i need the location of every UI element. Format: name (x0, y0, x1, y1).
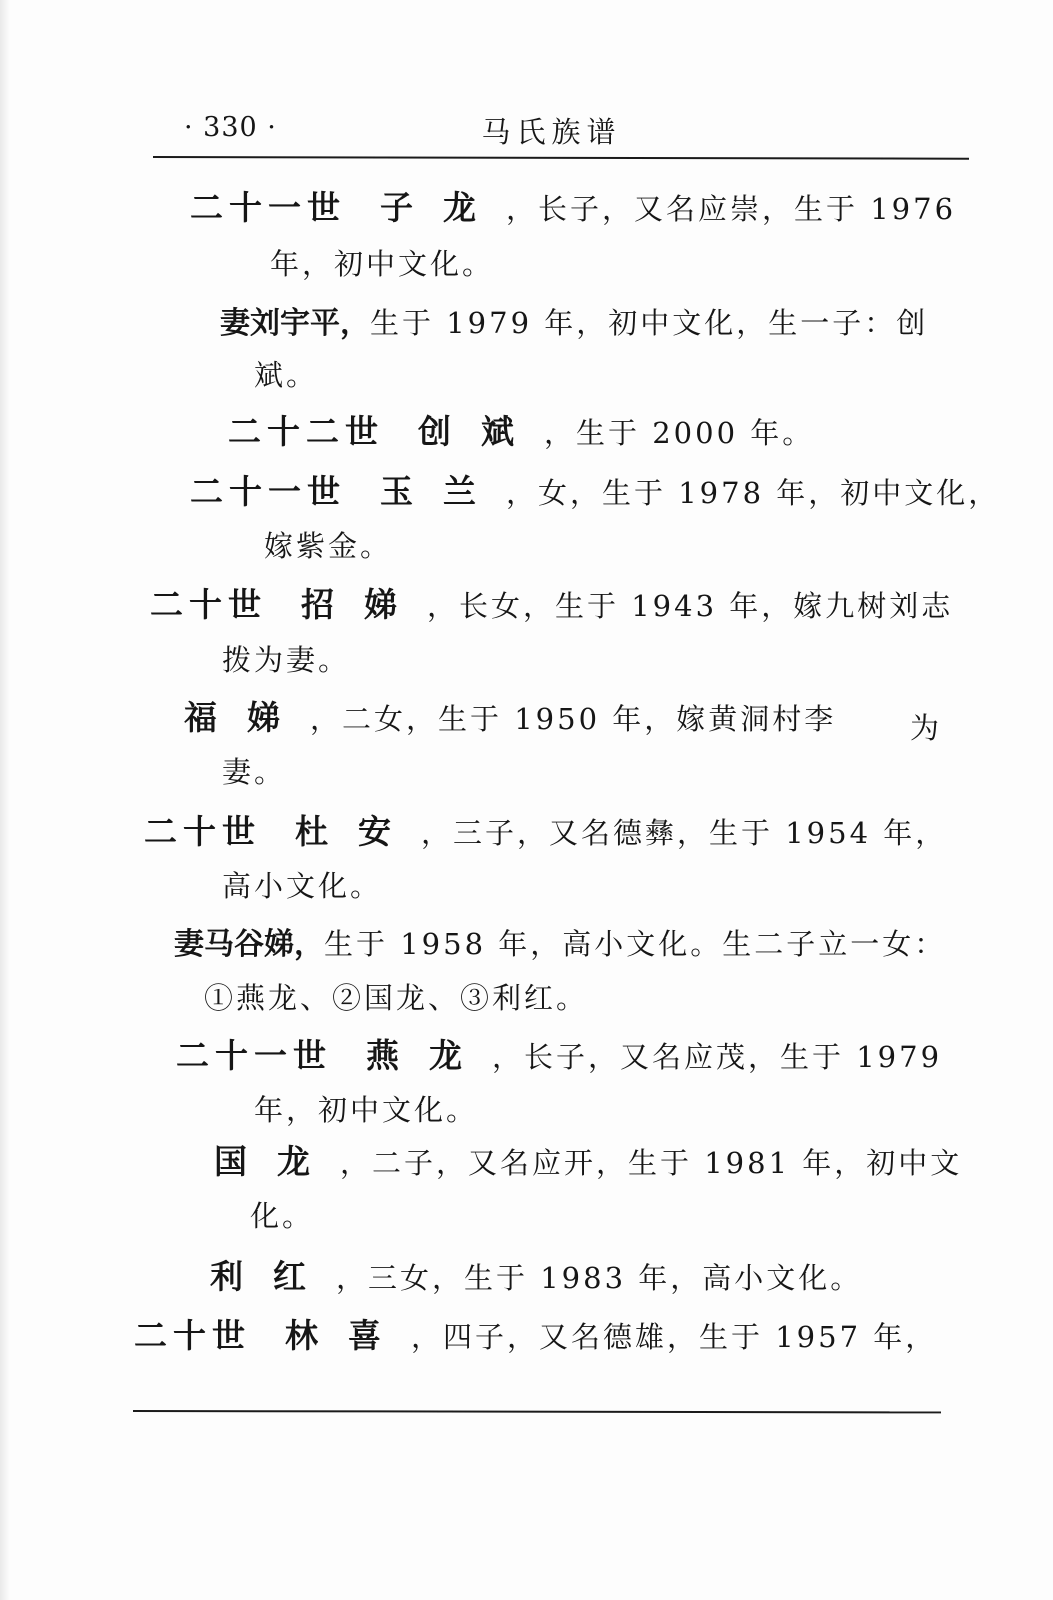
entry-line-continued (254, 355, 318, 395)
page-number: · 330 · (184, 112, 277, 143)
header-rule (153, 156, 969, 160)
person-name: 子龙 (380, 188, 506, 227)
entry-text: 为 (910, 711, 943, 745)
spouse-name: 妻刘宇平， (220, 306, 370, 341)
entry-text: 高小文化。 (222, 869, 383, 903)
spouse-name: 妻马谷娣， (174, 927, 324, 962)
person-name: 杜安 (295, 812, 421, 851)
entry-text: 化。 (250, 1199, 315, 1233)
entry-text: ，女，生于 1978 年，初中文化， (506, 476, 1001, 510)
generation-label: 二十世 (134, 1316, 251, 1355)
running-head-title: 马氏族谱 (481, 115, 622, 149)
entry-line-continued (222, 752, 286, 792)
entry-line-continued (222, 866, 382, 906)
person-name: 福娣 (184, 698, 310, 737)
entry-line-continued (250, 1196, 314, 1236)
entry-line (190, 188, 956, 229)
entry-text: 妻。 (222, 755, 287, 789)
generation-label: 二十一世 (190, 472, 346, 511)
entry-line-tail (910, 708, 942, 748)
footer-rule (133, 1410, 941, 1413)
entry-line (150, 585, 953, 626)
entry-text: 年，初中文化。 (270, 247, 495, 281)
entry-text: 拨为妻。 (222, 643, 351, 677)
person-name: 利红 (210, 1257, 336, 1296)
entry-line-continued (204, 978, 588, 1018)
entry-text: ，三女，生于 1983 年，高小文化。 (336, 1261, 863, 1295)
entry-line (134, 1316, 937, 1357)
entry-line-continued (270, 244, 494, 284)
entry-line-continued (254, 1090, 478, 1130)
entry-line (176, 1036, 942, 1077)
entry-text: ，长子，又名应崇，生于 1976 (506, 192, 957, 226)
entry-text: 生于 1958 年，高小文化。生二子立一女： (324, 927, 947, 961)
person-name: 招娣 (301, 585, 427, 624)
entry-line (220, 303, 928, 344)
generation-label: 二十世 (144, 812, 261, 851)
entry-line (190, 472, 1000, 513)
entry-line-continued (222, 640, 350, 680)
entry-text: ①燕龙、②国龙、③利红。 (204, 981, 589, 1015)
generation-label: 二十二世 (228, 412, 384, 451)
entry-text: ，生于 2000 年。 (544, 416, 815, 450)
entry-line (184, 698, 836, 739)
entry-text: ，二子，又名应开，生于 1981 年，初中文 (340, 1146, 963, 1180)
entry-text: 斌。 (254, 358, 319, 392)
entry-text: 年，初中文化。 (254, 1093, 479, 1127)
entry-text: ，四子，又名德雄，生于 1957 年， (411, 1320, 938, 1354)
entry-text: ，二女，生于 1950 年，嫁黄洞村李 (310, 702, 837, 736)
person-name: 创斌 (418, 412, 544, 451)
person-name: 燕龙 (366, 1036, 492, 1075)
entry-line (210, 1257, 862, 1298)
generation-label: 二十世 (150, 585, 267, 624)
entry-line (144, 812, 947, 853)
entry-line (174, 924, 946, 965)
generation-label: 二十一世 (176, 1036, 332, 1075)
page-edge-shadow (0, 0, 10, 1600)
person-name: 国龙 (214, 1142, 340, 1181)
entry-text: ，长子，又名应茂，生于 1979 (492, 1040, 943, 1074)
person-name: 林喜 (285, 1316, 411, 1355)
entry-line (214, 1142, 962, 1183)
entry-line (228, 412, 814, 453)
entry-text: 嫁紫金。 (264, 529, 393, 563)
generation-label: 二十一世 (190, 188, 346, 227)
entry-text: ，长女，生于 1943 年，嫁九树刘志 (427, 589, 954, 623)
person-name: 玉兰 (380, 472, 506, 511)
entry-text: ，三子，又名德彝，生于 1954 年， (421, 816, 948, 850)
entry-line-continued (264, 526, 392, 566)
entry-text: 生于 1979 年，初中文化，生一子：创 (370, 306, 929, 340)
